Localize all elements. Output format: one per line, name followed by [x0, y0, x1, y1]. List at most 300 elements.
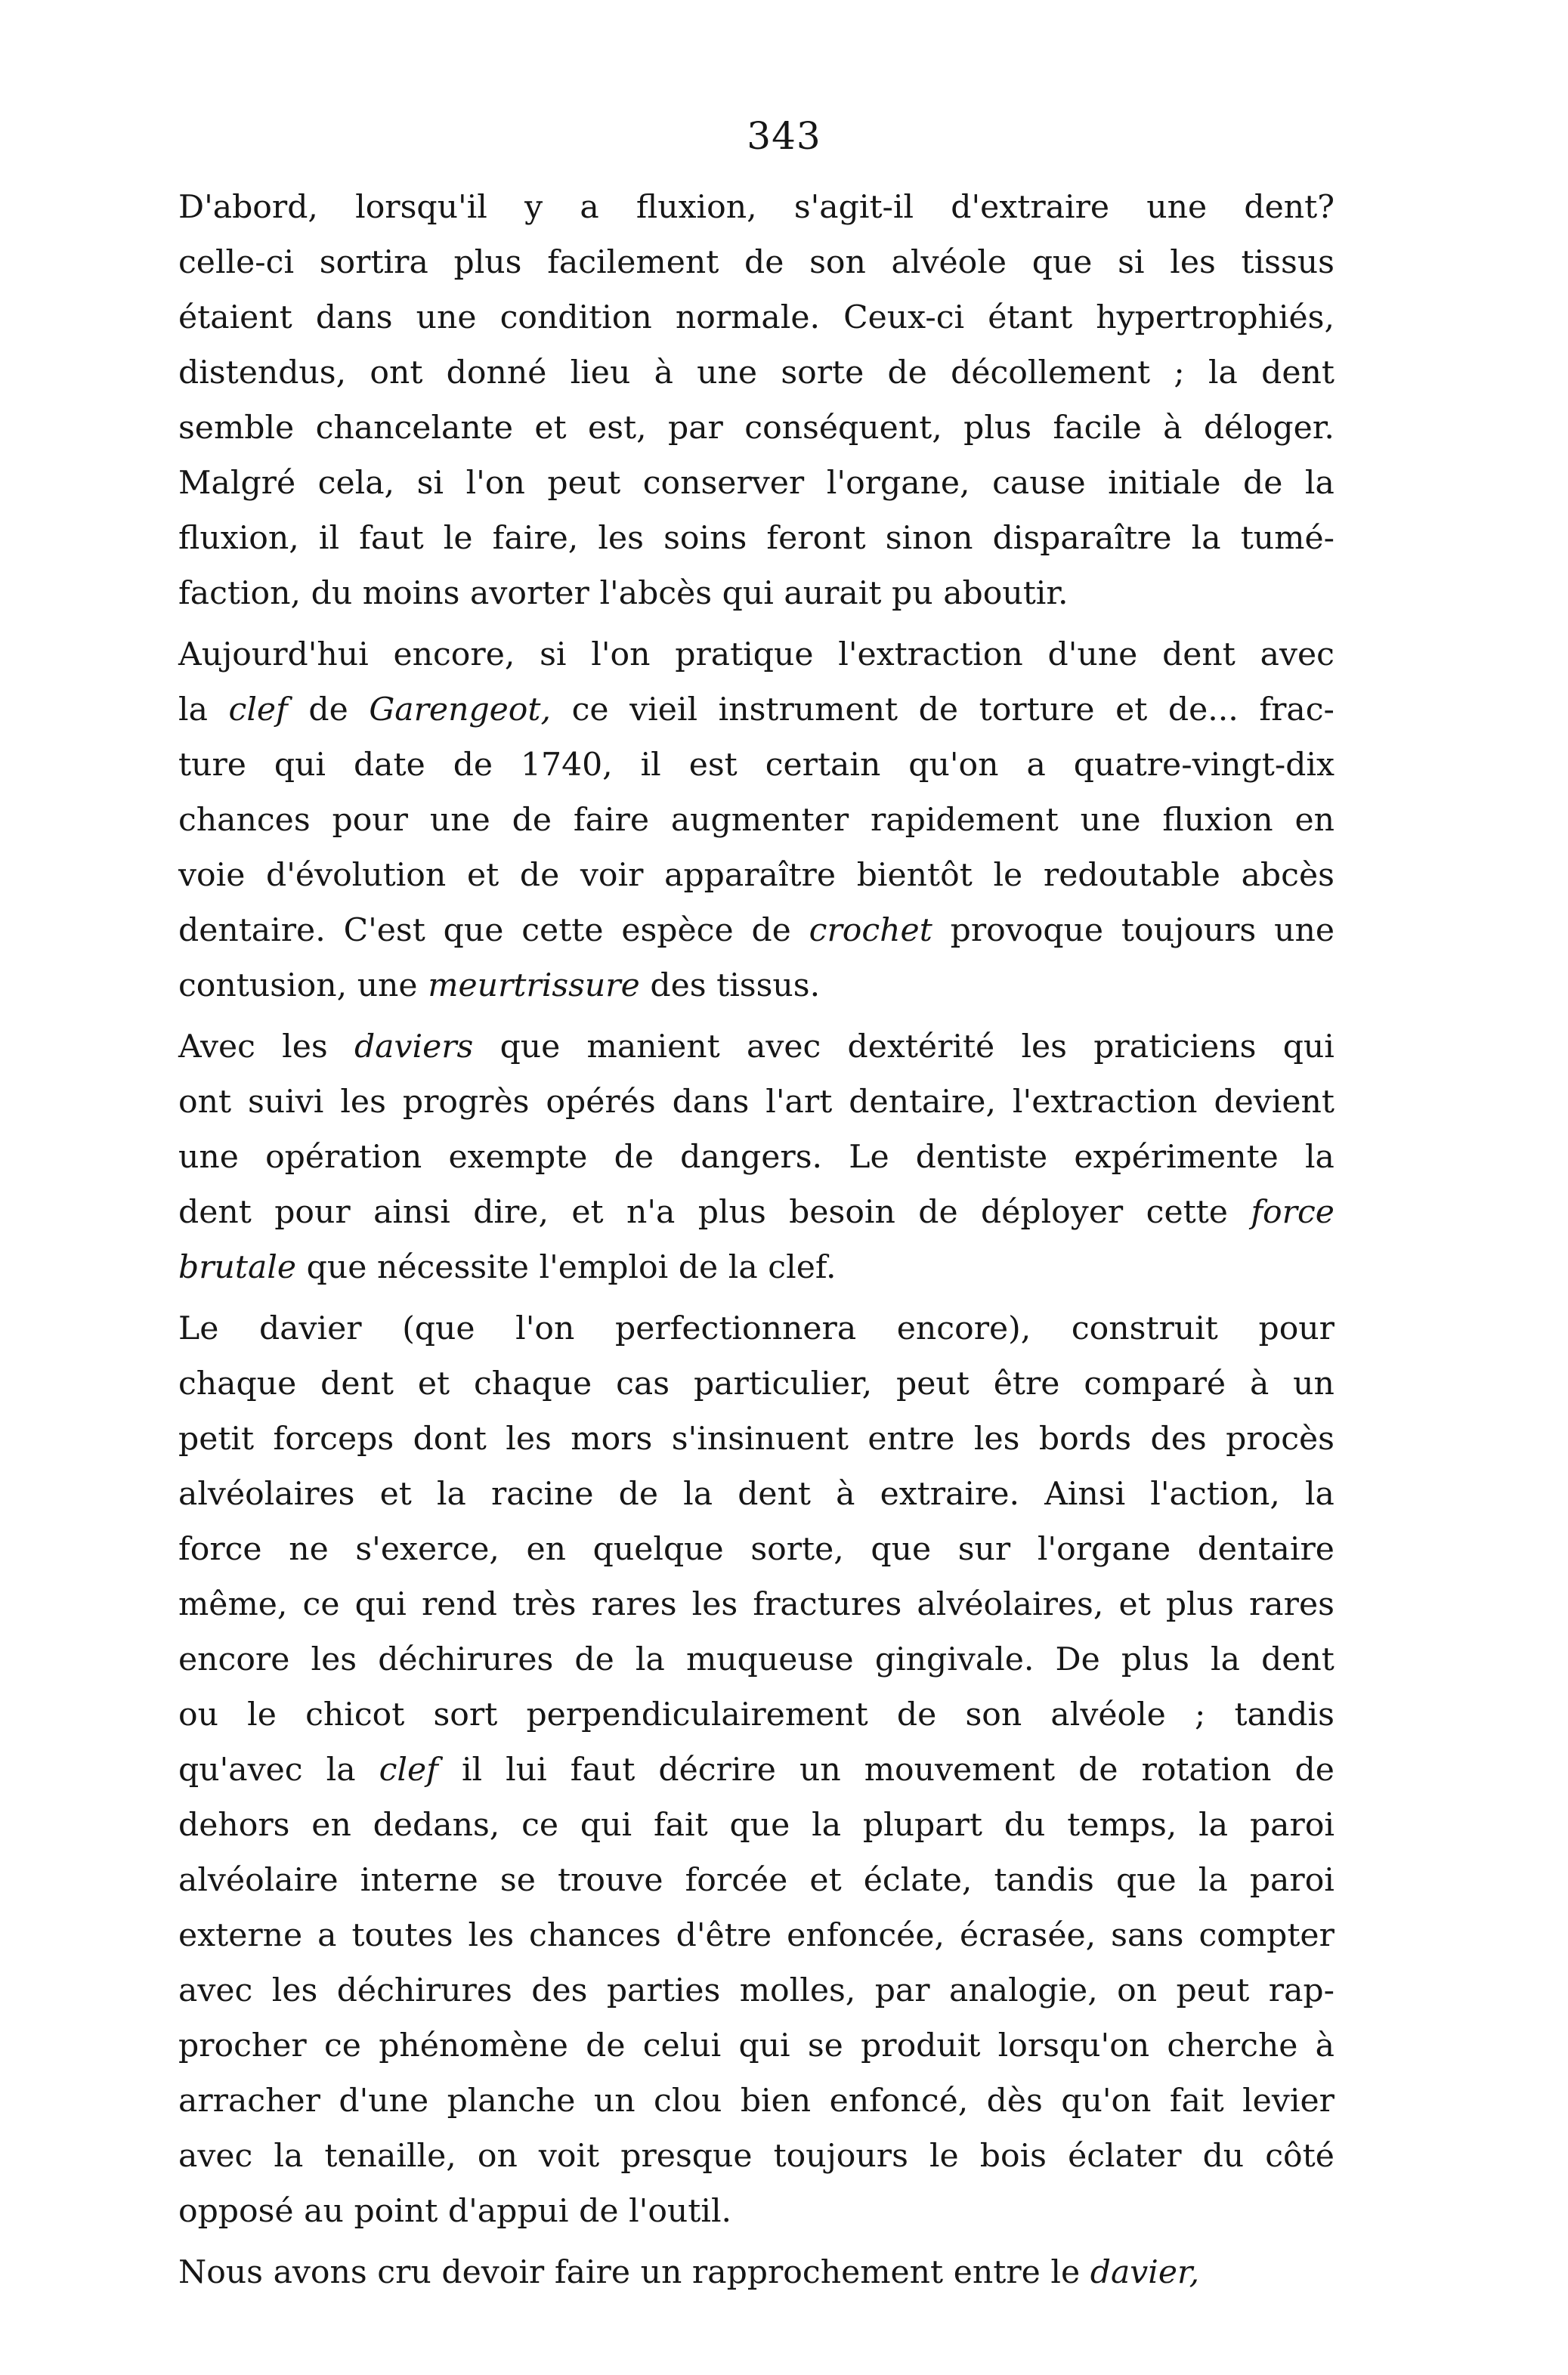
- word: l'on: [465, 465, 525, 502]
- word: les: [1021, 1028, 1067, 1065]
- word: a: [317, 1917, 337, 1954]
- text-line: [178, 2245, 1335, 2300]
- word: alvéole: [1050, 1696, 1166, 1733]
- word: opposé: [178, 2193, 294, 2230]
- word: abcès: [1241, 857, 1335, 894]
- word: distendus,: [178, 354, 347, 391]
- text-line: [178, 2073, 1335, 2129]
- word: de: [896, 1696, 937, 1733]
- word: d'une: [1047, 636, 1138, 673]
- word: se: [807, 2027, 843, 2064]
- word: Ainsi: [1044, 1476, 1126, 1513]
- text-line: [178, 1240, 1335, 1295]
- word: et: [534, 410, 567, 447]
- word: Nous: [178, 2254, 263, 2291]
- word: avons: [273, 2254, 367, 2291]
- word: décrire: [658, 1752, 776, 1789]
- word: cette: [521, 912, 604, 949]
- word: déloger.: [1203, 410, 1335, 447]
- word: son: [965, 1696, 1022, 1733]
- word: il: [640, 747, 661, 784]
- word: la: [1304, 1139, 1335, 1176]
- word: chaque: [473, 1365, 592, 1402]
- word: provoque: [950, 912, 1104, 949]
- word: instrument: [718, 691, 898, 728]
- word: l'emploi: [539, 1249, 669, 1286]
- word: gingivale.: [874, 1641, 1035, 1678]
- italic-word: crochet: [809, 912, 932, 949]
- word: rares: [591, 1586, 677, 1623]
- paragraph: [178, 180, 1335, 621]
- word: d'évolution: [266, 857, 447, 894]
- word: cas: [616, 1365, 670, 1402]
- word: construit: [1071, 1310, 1218, 1347]
- word: que: [306, 1249, 367, 1286]
- word: feront: [766, 520, 866, 557]
- word: entre: [953, 2254, 1041, 2291]
- word: avec: [1260, 636, 1335, 673]
- word: bientôt: [856, 857, 973, 894]
- word: opération: [265, 1139, 422, 1176]
- word: compter: [1198, 1917, 1335, 1954]
- word: par: [668, 410, 723, 447]
- word: la: [326, 1752, 356, 1789]
- word: soins: [663, 520, 747, 557]
- word: les: [1170, 244, 1216, 281]
- word: frac-: [1259, 691, 1335, 728]
- word: parties: [606, 1972, 721, 2009]
- word: faire: [554, 2254, 630, 2291]
- word: dentiste: [915, 1139, 1048, 1176]
- word: de: [618, 1476, 659, 1513]
- word: l'outil.: [629, 2193, 732, 2230]
- word: à: [836, 1476, 855, 1513]
- word: torture: [979, 691, 1095, 728]
- word: nécessite: [376, 1249, 529, 1286]
- word: voie: [178, 857, 246, 894]
- word: levier: [1242, 2083, 1335, 2120]
- word: bien: [740, 2083, 812, 2120]
- word: éclater: [1068, 2138, 1182, 2175]
- word: presque: [620, 2138, 753, 2175]
- word: expérimente: [1074, 1139, 1279, 1176]
- word: dentaire: [1197, 1531, 1335, 1568]
- text-line: [178, 1019, 1335, 1075]
- word: Malgré: [178, 465, 296, 502]
- text-line: [178, 1185, 1335, 1240]
- word: d'extraire: [951, 189, 1110, 226]
- word: les: [340, 1084, 386, 1121]
- word: apparaître: [664, 857, 837, 894]
- word: faction,: [178, 575, 302, 612]
- word: plus: [697, 1194, 766, 1231]
- word: les: [973, 1421, 1020, 1458]
- word: de: [678, 1249, 719, 1286]
- word: moins: [362, 575, 460, 612]
- word: dent: [738, 1476, 811, 1513]
- word: dent: [1261, 354, 1335, 391]
- word: la: [1304, 465, 1335, 502]
- word: 1740,: [520, 747, 613, 784]
- word: le: [1050, 2254, 1081, 2291]
- page-number: 343: [747, 114, 821, 158]
- word: rap-: [1268, 1972, 1335, 2009]
- word: que: [443, 912, 504, 949]
- word: sur: [957, 1531, 1011, 1568]
- word: force: [178, 1531, 262, 1568]
- word: disparaître: [992, 520, 1172, 557]
- word: rares: [1248, 1586, 1335, 1623]
- word: procès: [1226, 1421, 1335, 1458]
- word: la: [1211, 1641, 1240, 1678]
- word: en: [1294, 802, 1335, 839]
- text-line: [178, 1798, 1335, 1853]
- word: manient: [586, 1028, 720, 1065]
- word: alvéolaires: [178, 1476, 355, 1513]
- word: une: [416, 299, 477, 336]
- text-line: [178, 738, 1335, 793]
- word: besoin: [789, 1194, 895, 1231]
- word: clou: [654, 2083, 722, 2120]
- word: ont: [370, 354, 423, 391]
- word: des: [650, 967, 707, 1004]
- word: aboutir.: [943, 575, 1069, 612]
- word: ainsi: [373, 1194, 450, 1231]
- word: un: [799, 1752, 841, 1789]
- text-line: [178, 1522, 1335, 1577]
- word: la: [1208, 354, 1238, 391]
- word: alvéole: [891, 244, 1007, 281]
- word: de: [1243, 465, 1283, 502]
- word: un: [593, 2083, 636, 2120]
- word: une: [697, 354, 758, 391]
- word: ce: [324, 2027, 361, 2064]
- word: rapprochement: [691, 2254, 944, 2291]
- word: cela,: [317, 465, 395, 502]
- word: enfoncé,: [829, 2083, 969, 2120]
- word: les: [691, 1586, 738, 1623]
- word: de: [918, 1194, 958, 1231]
- word: on: [1117, 1972, 1158, 2009]
- word: dent: [1162, 636, 1236, 673]
- text-line: [178, 400, 1335, 456]
- word: contusion,: [178, 967, 348, 1004]
- word: particulier,: [693, 1365, 873, 1402]
- word: de: [918, 691, 959, 728]
- paragraph: [178, 1019, 1335, 1295]
- word: l'art: [765, 1084, 833, 1121]
- word: vieil: [629, 691, 698, 728]
- word: facile: [1053, 410, 1142, 447]
- word: sorte: [781, 354, 864, 391]
- word: D'abord,: [178, 189, 318, 226]
- word: et: [1118, 1586, 1151, 1623]
- word: la: [1304, 1476, 1335, 1513]
- word: tenaille,: [324, 2138, 456, 2175]
- word: à: [1315, 2027, 1335, 2064]
- word: dentaire,: [849, 1084, 996, 1121]
- word: s'insinuent: [671, 1421, 849, 1458]
- word: bords: [1038, 1421, 1132, 1458]
- word: très: [512, 1586, 577, 1623]
- word: fait: [1169, 2083, 1224, 2120]
- text-line: [178, 290, 1335, 345]
- word: davier: [258, 1310, 362, 1347]
- word: se: [499, 1862, 536, 1899]
- word: voir: [580, 857, 644, 894]
- text-line: [178, 2184, 1335, 2239]
- italic-word: force: [1251, 1194, 1335, 1231]
- word: dedans,: [373, 1807, 500, 1844]
- word: avec: [746, 1028, 821, 1065]
- word: à: [1249, 1365, 1270, 1402]
- word: même,: [178, 1586, 288, 1623]
- word: dehors: [178, 1807, 290, 1844]
- word: de: [308, 691, 348, 728]
- word: la: [178, 691, 208, 728]
- word: plus: [1165, 1586, 1234, 1623]
- word: dent: [1261, 1641, 1335, 1678]
- word: de: [744, 244, 784, 281]
- word: praticiens: [1093, 1028, 1257, 1065]
- word: si: [416, 465, 444, 502]
- word: normale.: [675, 299, 821, 336]
- text-line: [178, 1075, 1335, 1130]
- word: alvéolaire: [178, 1862, 339, 1899]
- word: extraire.: [880, 1476, 1019, 1513]
- word: bois: [979, 2138, 1047, 2175]
- text-line: [178, 235, 1335, 290]
- word: paroi: [1249, 1862, 1335, 1899]
- word: ont: [178, 1084, 232, 1121]
- word: qui: [354, 1586, 407, 1623]
- word: les: [506, 1421, 552, 1458]
- word: la: [274, 2138, 304, 2175]
- word: mouvement: [864, 1752, 1056, 1789]
- word: fluxion,: [178, 520, 299, 557]
- word: temps,: [1067, 1807, 1177, 1844]
- word: avec: [178, 1972, 253, 2009]
- word: encore),: [896, 1310, 1031, 1347]
- word: pour: [274, 1194, 351, 1231]
- word: dont: [413, 1421, 487, 1458]
- word: si: [540, 636, 567, 673]
- italic-word: clef: [228, 691, 288, 728]
- word: semble: [178, 410, 295, 447]
- text-line: [178, 511, 1335, 566]
- word: sans: [1111, 1917, 1184, 1954]
- word: fractures: [753, 1586, 902, 1623]
- word: d'appui: [447, 2193, 569, 2230]
- word: s'exerce,: [355, 1531, 499, 1568]
- text-line: [178, 958, 1335, 1013]
- word: dans: [315, 299, 393, 336]
- word: faut: [570, 1752, 636, 1789]
- word: faire,: [492, 520, 579, 557]
- word: des: [531, 1972, 588, 2009]
- word: déchirures: [378, 1641, 554, 1678]
- word: étaient: [178, 299, 292, 336]
- word: trouve: [557, 1862, 663, 1899]
- word: tumé-: [1240, 520, 1335, 557]
- word: Aujourd'hui: [178, 636, 369, 673]
- word: qui: [738, 2027, 790, 2064]
- word: procher: [178, 2027, 307, 2064]
- text-line: [178, 1301, 1335, 1356]
- word: une: [1080, 802, 1141, 839]
- word: dent: [178, 1194, 252, 1231]
- word: chicot: [305, 1696, 405, 1733]
- word: éclate,: [863, 1862, 973, 1899]
- word: l'action,: [1150, 1476, 1280, 1513]
- word: écrasée,: [959, 1917, 1096, 1954]
- word: encore,: [393, 636, 515, 673]
- word: que: [1031, 244, 1093, 281]
- word: et: [417, 1365, 450, 1402]
- word: quelque: [592, 1531, 724, 1568]
- word: dent: [320, 1365, 394, 1402]
- text-line: [178, 1412, 1335, 1467]
- word: De: [1055, 1641, 1100, 1678]
- word: dire,: [473, 1194, 549, 1231]
- word: ce: [571, 691, 609, 728]
- word: il: [318, 520, 340, 557]
- word: que: [729, 1807, 790, 1844]
- word: au: [304, 2193, 344, 2230]
- word: alvéolaires,: [917, 1586, 1104, 1623]
- word: celle-ci: [178, 244, 295, 281]
- word: lieu: [570, 354, 631, 391]
- word: faire: [573, 802, 649, 839]
- word: produit: [861, 2027, 981, 2064]
- word: avec: [178, 2138, 253, 2175]
- word: date: [353, 747, 425, 784]
- word: ;: [1174, 354, 1185, 391]
- word: devoir: [441, 2254, 545, 2291]
- word: cru: [377, 2254, 431, 2291]
- word: molles,: [739, 1972, 856, 2009]
- word: encore: [178, 1641, 290, 1678]
- word: C'est: [343, 912, 425, 949]
- word: ;: [1195, 1696, 1206, 1733]
- word: chances: [529, 1917, 661, 1954]
- word: que: [1115, 1862, 1177, 1899]
- word: le: [993, 857, 1023, 894]
- word: faut: [359, 520, 424, 557]
- word: il: [461, 1752, 483, 1789]
- word: facilement: [547, 244, 719, 281]
- text-line: [178, 793, 1335, 848]
- text-line: [178, 627, 1335, 682]
- word: une: [1146, 189, 1208, 226]
- word: augmenter: [670, 802, 849, 839]
- word: de: [1078, 1752, 1118, 1789]
- word: déchirures: [336, 1972, 512, 2009]
- word: être: [993, 1365, 1060, 1402]
- paragraph: [178, 627, 1335, 1013]
- word: toutes: [351, 1917, 453, 1954]
- word: planche: [447, 2083, 576, 2120]
- word: cette: [1146, 1194, 1228, 1231]
- word: devient: [1214, 1084, 1335, 1121]
- word: peut: [1176, 1972, 1250, 2009]
- word: Le: [849, 1139, 889, 1176]
- word: chaque: [178, 1365, 297, 1402]
- word: une: [357, 967, 418, 1004]
- word: une: [429, 802, 490, 839]
- word: tandis: [994, 1862, 1094, 1899]
- word: les: [271, 1972, 318, 2009]
- word: l'organe,: [826, 465, 970, 502]
- word: initiale: [1108, 465, 1221, 502]
- text-line: [178, 1908, 1335, 1963]
- word: (que: [402, 1310, 475, 1347]
- word: interne: [360, 1862, 478, 1899]
- word: toujours: [1121, 912, 1257, 949]
- word: le: [247, 1696, 277, 1733]
- word: pratique: [675, 636, 814, 673]
- word: pour: [1258, 1310, 1335, 1347]
- word: un: [640, 2254, 682, 2291]
- word: de...: [1167, 691, 1239, 728]
- word: chances: [178, 802, 311, 839]
- word: les: [311, 1641, 357, 1678]
- word: les: [468, 1917, 515, 1954]
- text-line: [178, 1467, 1335, 1522]
- word: Ceux-ci: [843, 299, 965, 336]
- word: quatre-vingt-dix: [1073, 747, 1335, 784]
- paragraph: [178, 1301, 1335, 2239]
- word: la: [1198, 1862, 1228, 1899]
- word: est,: [588, 410, 647, 447]
- word: la: [1191, 520, 1221, 557]
- word: clef.: [768, 1249, 837, 1286]
- word: perpendiculairement: [526, 1696, 868, 1733]
- text-line: [178, 1687, 1335, 1743]
- italic-word: clef: [379, 1752, 438, 1789]
- word: qui: [274, 747, 326, 784]
- word: forceps: [273, 1421, 394, 1458]
- word: un: [1293, 1365, 1335, 1402]
- word: à: [654, 354, 673, 391]
- italic-word: meurtrissure: [428, 967, 640, 1004]
- word: qu'avec: [178, 1752, 303, 1789]
- word: de: [586, 2027, 626, 2064]
- italic-word: brutale: [178, 1249, 297, 1286]
- word: que: [871, 1531, 932, 1568]
- word: qui: [580, 1807, 632, 1844]
- text-line: [178, 1743, 1335, 1798]
- word: tissus: [1241, 244, 1335, 281]
- word: ou: [178, 1696, 218, 1733]
- text-line: [178, 682, 1335, 738]
- word: que: [499, 1028, 561, 1065]
- word: conséquent,: [744, 410, 942, 447]
- text-line: [178, 1853, 1335, 1908]
- word: à: [1163, 410, 1183, 447]
- text-line: [178, 566, 1335, 621]
- word: la: [1198, 1807, 1229, 1844]
- word: le: [443, 520, 473, 557]
- word: cherche: [1167, 2027, 1298, 2064]
- word: et: [571, 1194, 604, 1231]
- word: ce: [521, 1807, 559, 1844]
- word: dangers.: [680, 1139, 823, 1176]
- word: aurait: [784, 575, 882, 612]
- word: du: [1202, 2138, 1245, 2175]
- word: fait: [653, 1807, 708, 1844]
- word: fluxion,: [636, 189, 757, 226]
